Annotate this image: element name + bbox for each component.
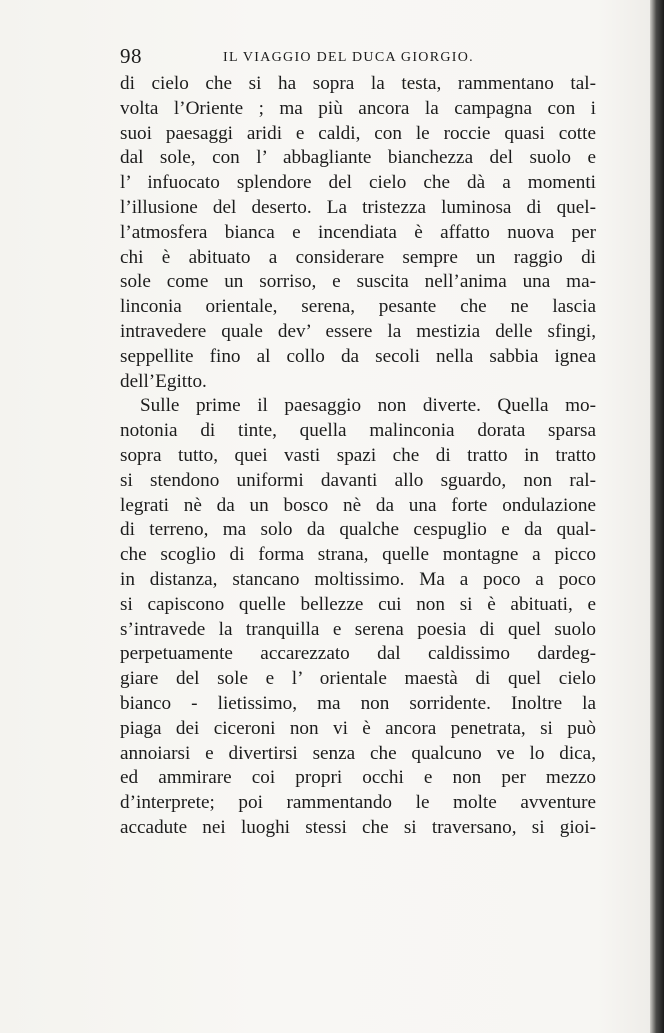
text-line: perpetuamente accarezzato dal caldissimo dardeg- — [120, 643, 596, 665]
body-text — [120, 72, 596, 841]
text-line: dal sole, con l’ abbagliante bianchezza del suolo e — [120, 147, 596, 169]
page-number: 98 — [120, 44, 142, 68]
text-line: legrati nè da un bosco nè da una forte ondulazione — [120, 494, 596, 516]
paragraph-start-line: Sulle prime il paesaggio non diverte. Quella mo- — [140, 395, 596, 417]
text-line: linconia orientale, serena, pesante che ne lascia — [120, 296, 596, 318]
text-line: piaga dei ciceroni non vi è ancora penetrata, si può — [120, 717, 596, 739]
text-line: si capiscono quelle bellezze cui non si è abituati, e — [120, 593, 596, 615]
text-line: di terreno, ma solo da qualche cespuglio e da qual- — [120, 519, 596, 541]
text-line: accadute nei luoghi stessi che si traversano, si gioi- — [120, 816, 596, 838]
text-line: d’interprete; poi rammentando le molte avventure — [120, 792, 596, 814]
text-line: chi è abituato a considerare sempre un raggio di — [120, 246, 596, 268]
text-line: s’intravede la tranquilla e serena poesia di quel suolo — [120, 618, 596, 640]
text-line: si stendono uniformi davanti allo sguardo, non ral- — [120, 469, 596, 491]
text-line: intravedere quale dev’ essere la mestizia delle sfingi, — [120, 320, 596, 342]
text-line: notonia di tinte, quella malinconia dorata sparsa — [120, 420, 596, 442]
text-line: in distanza, stancano moltissimo. Ma a poco a poco — [120, 568, 596, 590]
text-line: ed ammirare coi propri occhi e non per mezzo — [120, 767, 596, 789]
text-line: che scoglio di forma strana, quelle montagne a picco — [120, 544, 596, 566]
text-line: giare del sole e l’ orientale maestà di quel cielo — [120, 668, 596, 690]
text-line: di cielo che si ha sopra la testa, rammentano tal- — [120, 73, 596, 94]
text-line: bianco - lietissimo, ma non sorridente. Inoltre la — [120, 692, 596, 714]
paragraph-end-line: dell’Egitto. — [120, 370, 207, 392]
text-line: l’illusione del deserto. La tristezza luminosa di quel- — [120, 196, 596, 218]
running-head: IL VIAGGIO DEL DUCA GIORGIO. — [223, 50, 474, 65]
text-line: l’ infuocato splendore del cielo che dà a momenti — [120, 172, 596, 194]
page-header — [120, 44, 590, 72]
text-line: sopra tutto, quei vasti spazi che di tratto in tratto — [120, 444, 596, 466]
text-line: seppellite fino al collo da secoli nella sabbia ignea — [120, 345, 596, 367]
page-edge-shadow — [650, 0, 664, 1033]
text-line: annoiarsi e divertirsi senza che qualcuno ve lo dica, — [120, 742, 596, 764]
text-line: sole come un sorriso, e suscita nell’anima una ma- — [120, 271, 596, 293]
text-line: suoi paesaggi aridi e caldi, con le roccie quasi cotte — [120, 122, 596, 144]
text-line: volta l’Oriente ; ma più ancora la campagna con i — [120, 97, 596, 119]
text-line: l’atmosfera bianca e incendiata è affatto nuova per — [120, 221, 596, 243]
